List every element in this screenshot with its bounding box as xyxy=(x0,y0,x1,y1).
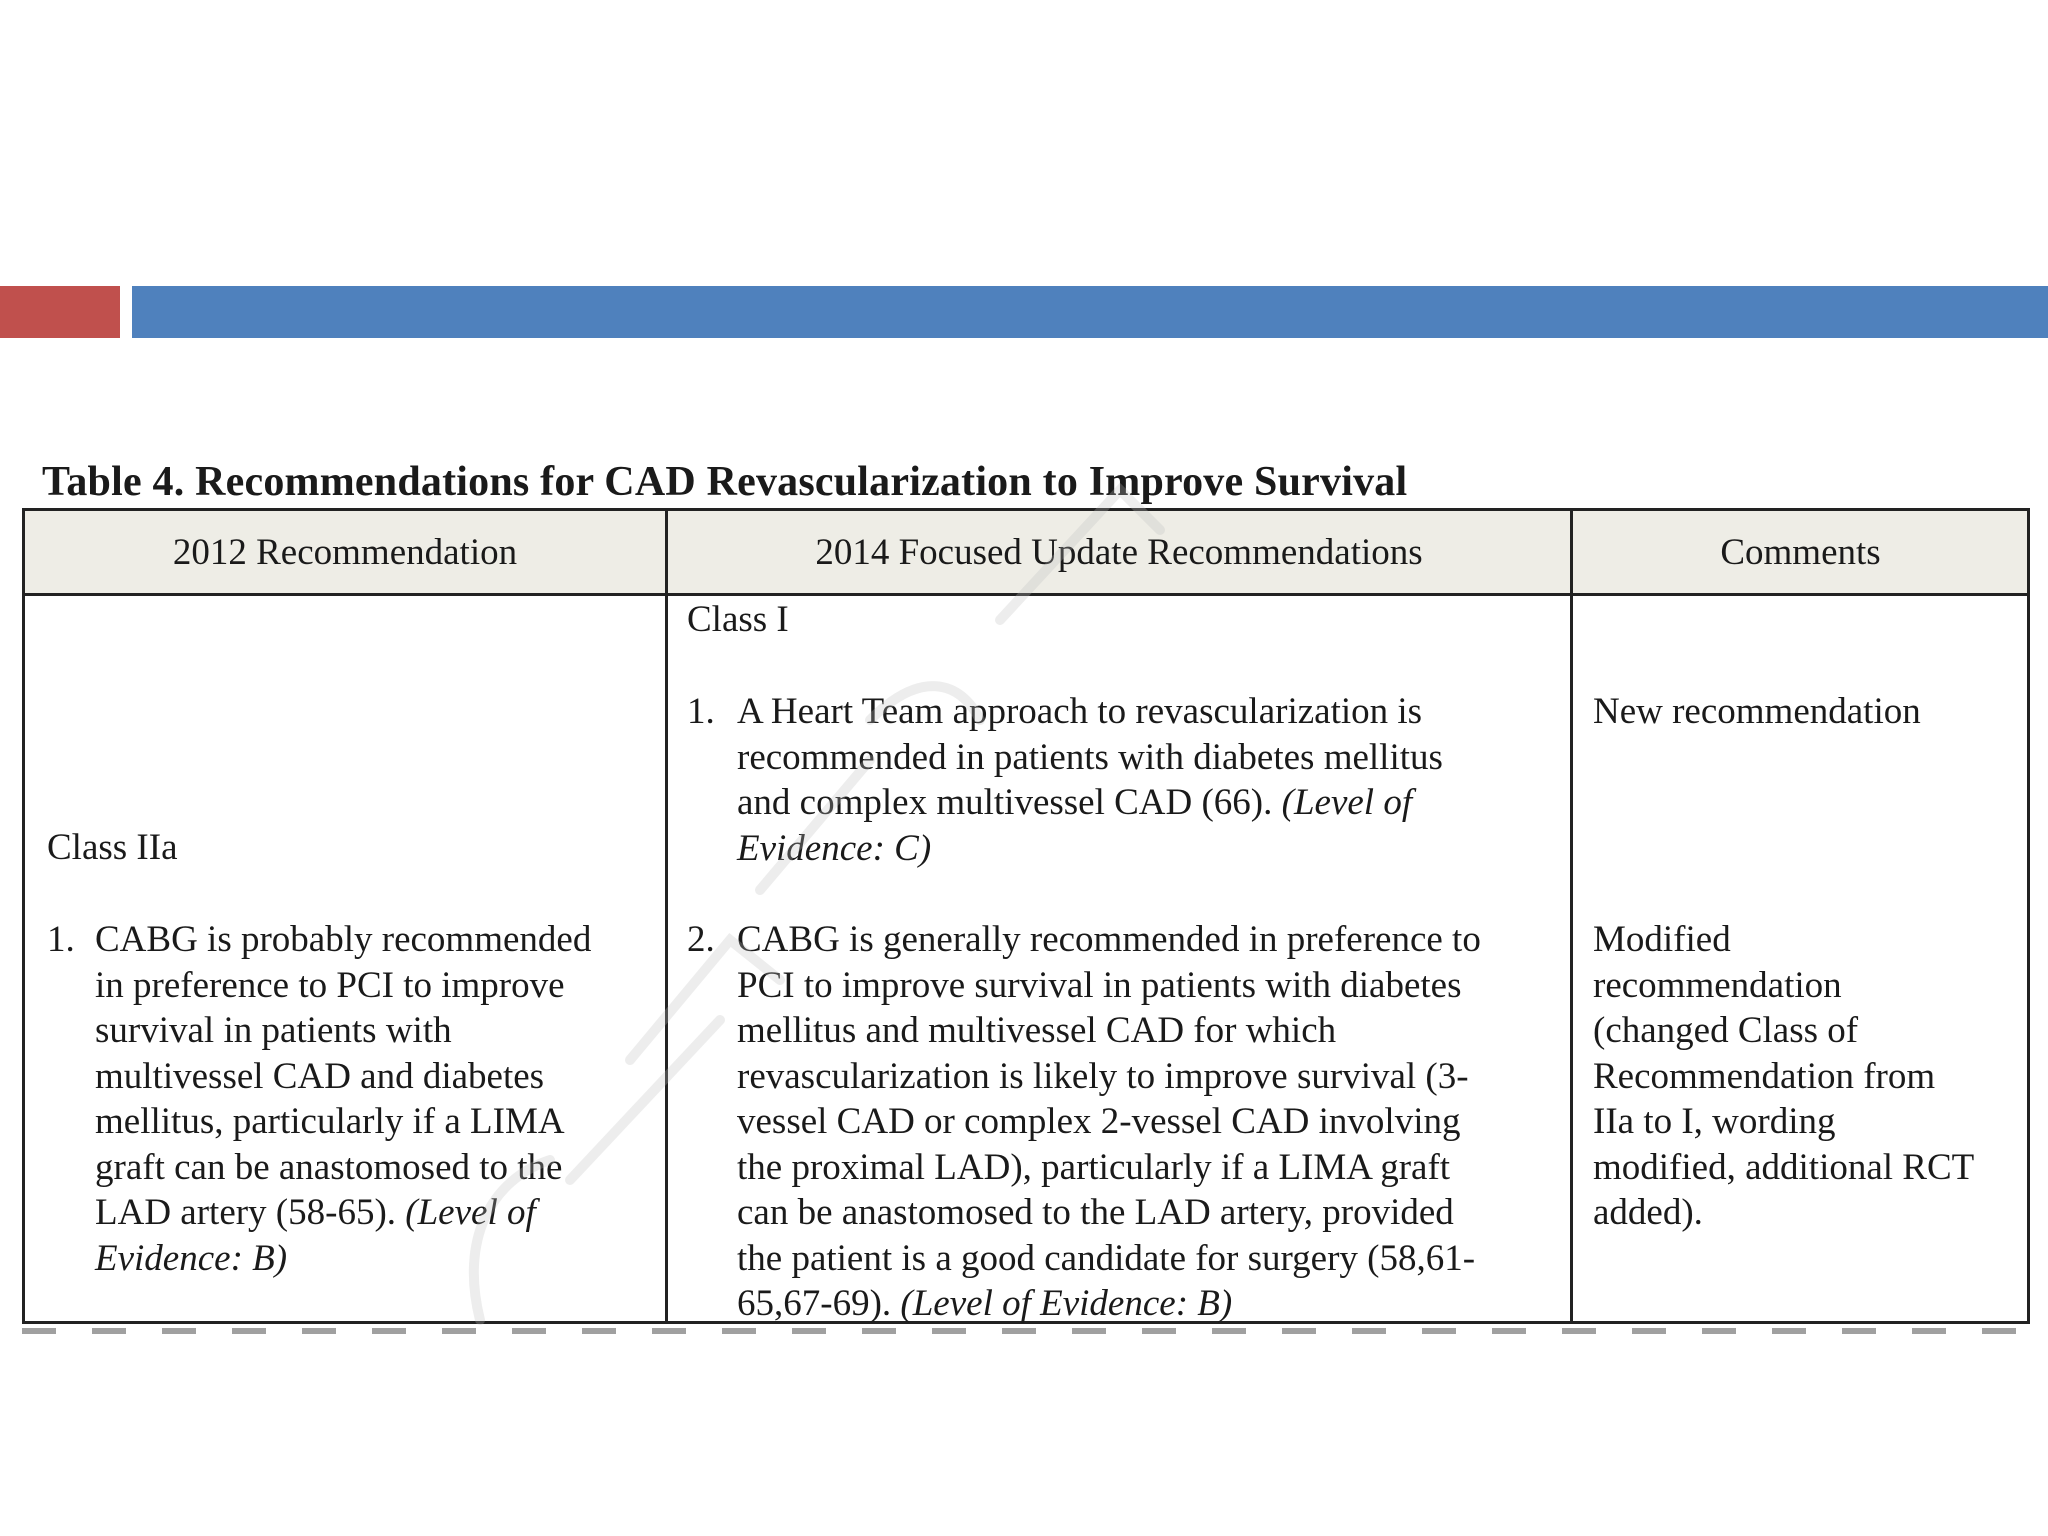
col3-line: recommendation xyxy=(1593,964,1842,1006)
col1-class-label: Class IIa xyxy=(47,827,178,868)
table-title: Table 4. Recommendations for CAD Revascularization to Improve Survival xyxy=(42,459,1408,505)
accent-bar-red xyxy=(0,286,120,338)
col2-line-with-loe xyxy=(737,1281,1481,1327)
col2-item-2 xyxy=(737,917,1481,1327)
col3-line: Recommendation from xyxy=(1593,1055,1936,1097)
col2-item1-loe-label: (Level of xyxy=(1281,782,1413,823)
col2-line: 65,67-69). xyxy=(737,1283,901,1324)
col2-item2-number: 2. xyxy=(687,919,715,960)
col2-line: CABG is generally recommended in preference to xyxy=(737,919,1481,960)
col2-line: PCI to improve survival in patients with diabetes xyxy=(737,964,1462,1006)
col2-line: vessel CAD or complex 2-vessel CAD involving xyxy=(737,1101,1461,1142)
col2-item1-loe-value: Evidence: C) xyxy=(737,827,932,869)
column-divider-2 xyxy=(1570,511,1573,1321)
col2-item-1 xyxy=(737,689,1443,871)
col1-line: graft can be anastomosed to the xyxy=(95,1146,563,1188)
col2-line: can be anastomosed to the LAD artery, provided xyxy=(737,1192,1454,1233)
col1-line: CABG is probably recommended xyxy=(95,919,592,960)
col3-line: added). xyxy=(1593,1192,1703,1233)
column-divider-1 xyxy=(665,511,668,1321)
col3-line: modified, additional RCT xyxy=(1593,1146,1975,1188)
col3-comment-1: New recommendation xyxy=(1593,691,1921,732)
col1-line: multivessel CAD and diabetes xyxy=(95,1055,545,1097)
recommendations-table xyxy=(22,508,2030,1324)
col1-line: mellitus, particularly if a LIMA xyxy=(95,1101,565,1142)
col1-line: LAD artery (58-65). xyxy=(95,1192,406,1233)
col2-item1-number: 1. xyxy=(687,691,715,732)
header-2014-update: 2014 Focused Update Recommendations xyxy=(815,531,1423,573)
col2-line: recommended in patients with diabetes mellitus xyxy=(737,736,1443,778)
col2-line: mellitus and multivessel CAD for which xyxy=(737,1010,1337,1051)
col1-line-with-loe xyxy=(95,1190,591,1236)
cut-off-footnote-line xyxy=(22,1328,2030,1334)
col2-class-label: Class I xyxy=(687,599,789,640)
col2-line: the patient is a good candidate for surgery (58,61- xyxy=(737,1237,1476,1279)
col1-line: in preference to PCI to improve xyxy=(95,964,565,1006)
accent-bar-blue xyxy=(132,286,2048,338)
col1-loe-value: Evidence: B) xyxy=(95,1237,288,1279)
col2-line-with-loe xyxy=(737,780,1443,826)
col1-loe-label: (Level of xyxy=(405,1192,536,1233)
col3-line: (changed Class of xyxy=(1593,1010,1859,1051)
col2-line: and complex multivessel CAD (66). xyxy=(737,782,1282,823)
col3-comment-2 xyxy=(1593,917,1974,1236)
col3-line: IIa to I, wording xyxy=(1593,1101,1836,1142)
col1-line: survival in patients with xyxy=(95,1010,452,1051)
col1-item-number: 1. xyxy=(47,919,75,960)
col2-line: A Heart Team approach to revascularization is xyxy=(737,691,1423,732)
col2-line: the proximal LAD), particularly if a LIMA graft xyxy=(737,1146,1451,1188)
col2-line: revascularization is likely to improve survival (3- xyxy=(737,1055,1469,1097)
header-comments: Comments xyxy=(1720,531,1881,573)
col1-item-1 xyxy=(95,917,591,1281)
col3-line: Modified xyxy=(1593,919,1731,960)
col2-item2-loe: (Level of Evidence: B) xyxy=(900,1283,1233,1324)
header-2012-recommendation: 2012 Recommendation xyxy=(172,531,518,573)
